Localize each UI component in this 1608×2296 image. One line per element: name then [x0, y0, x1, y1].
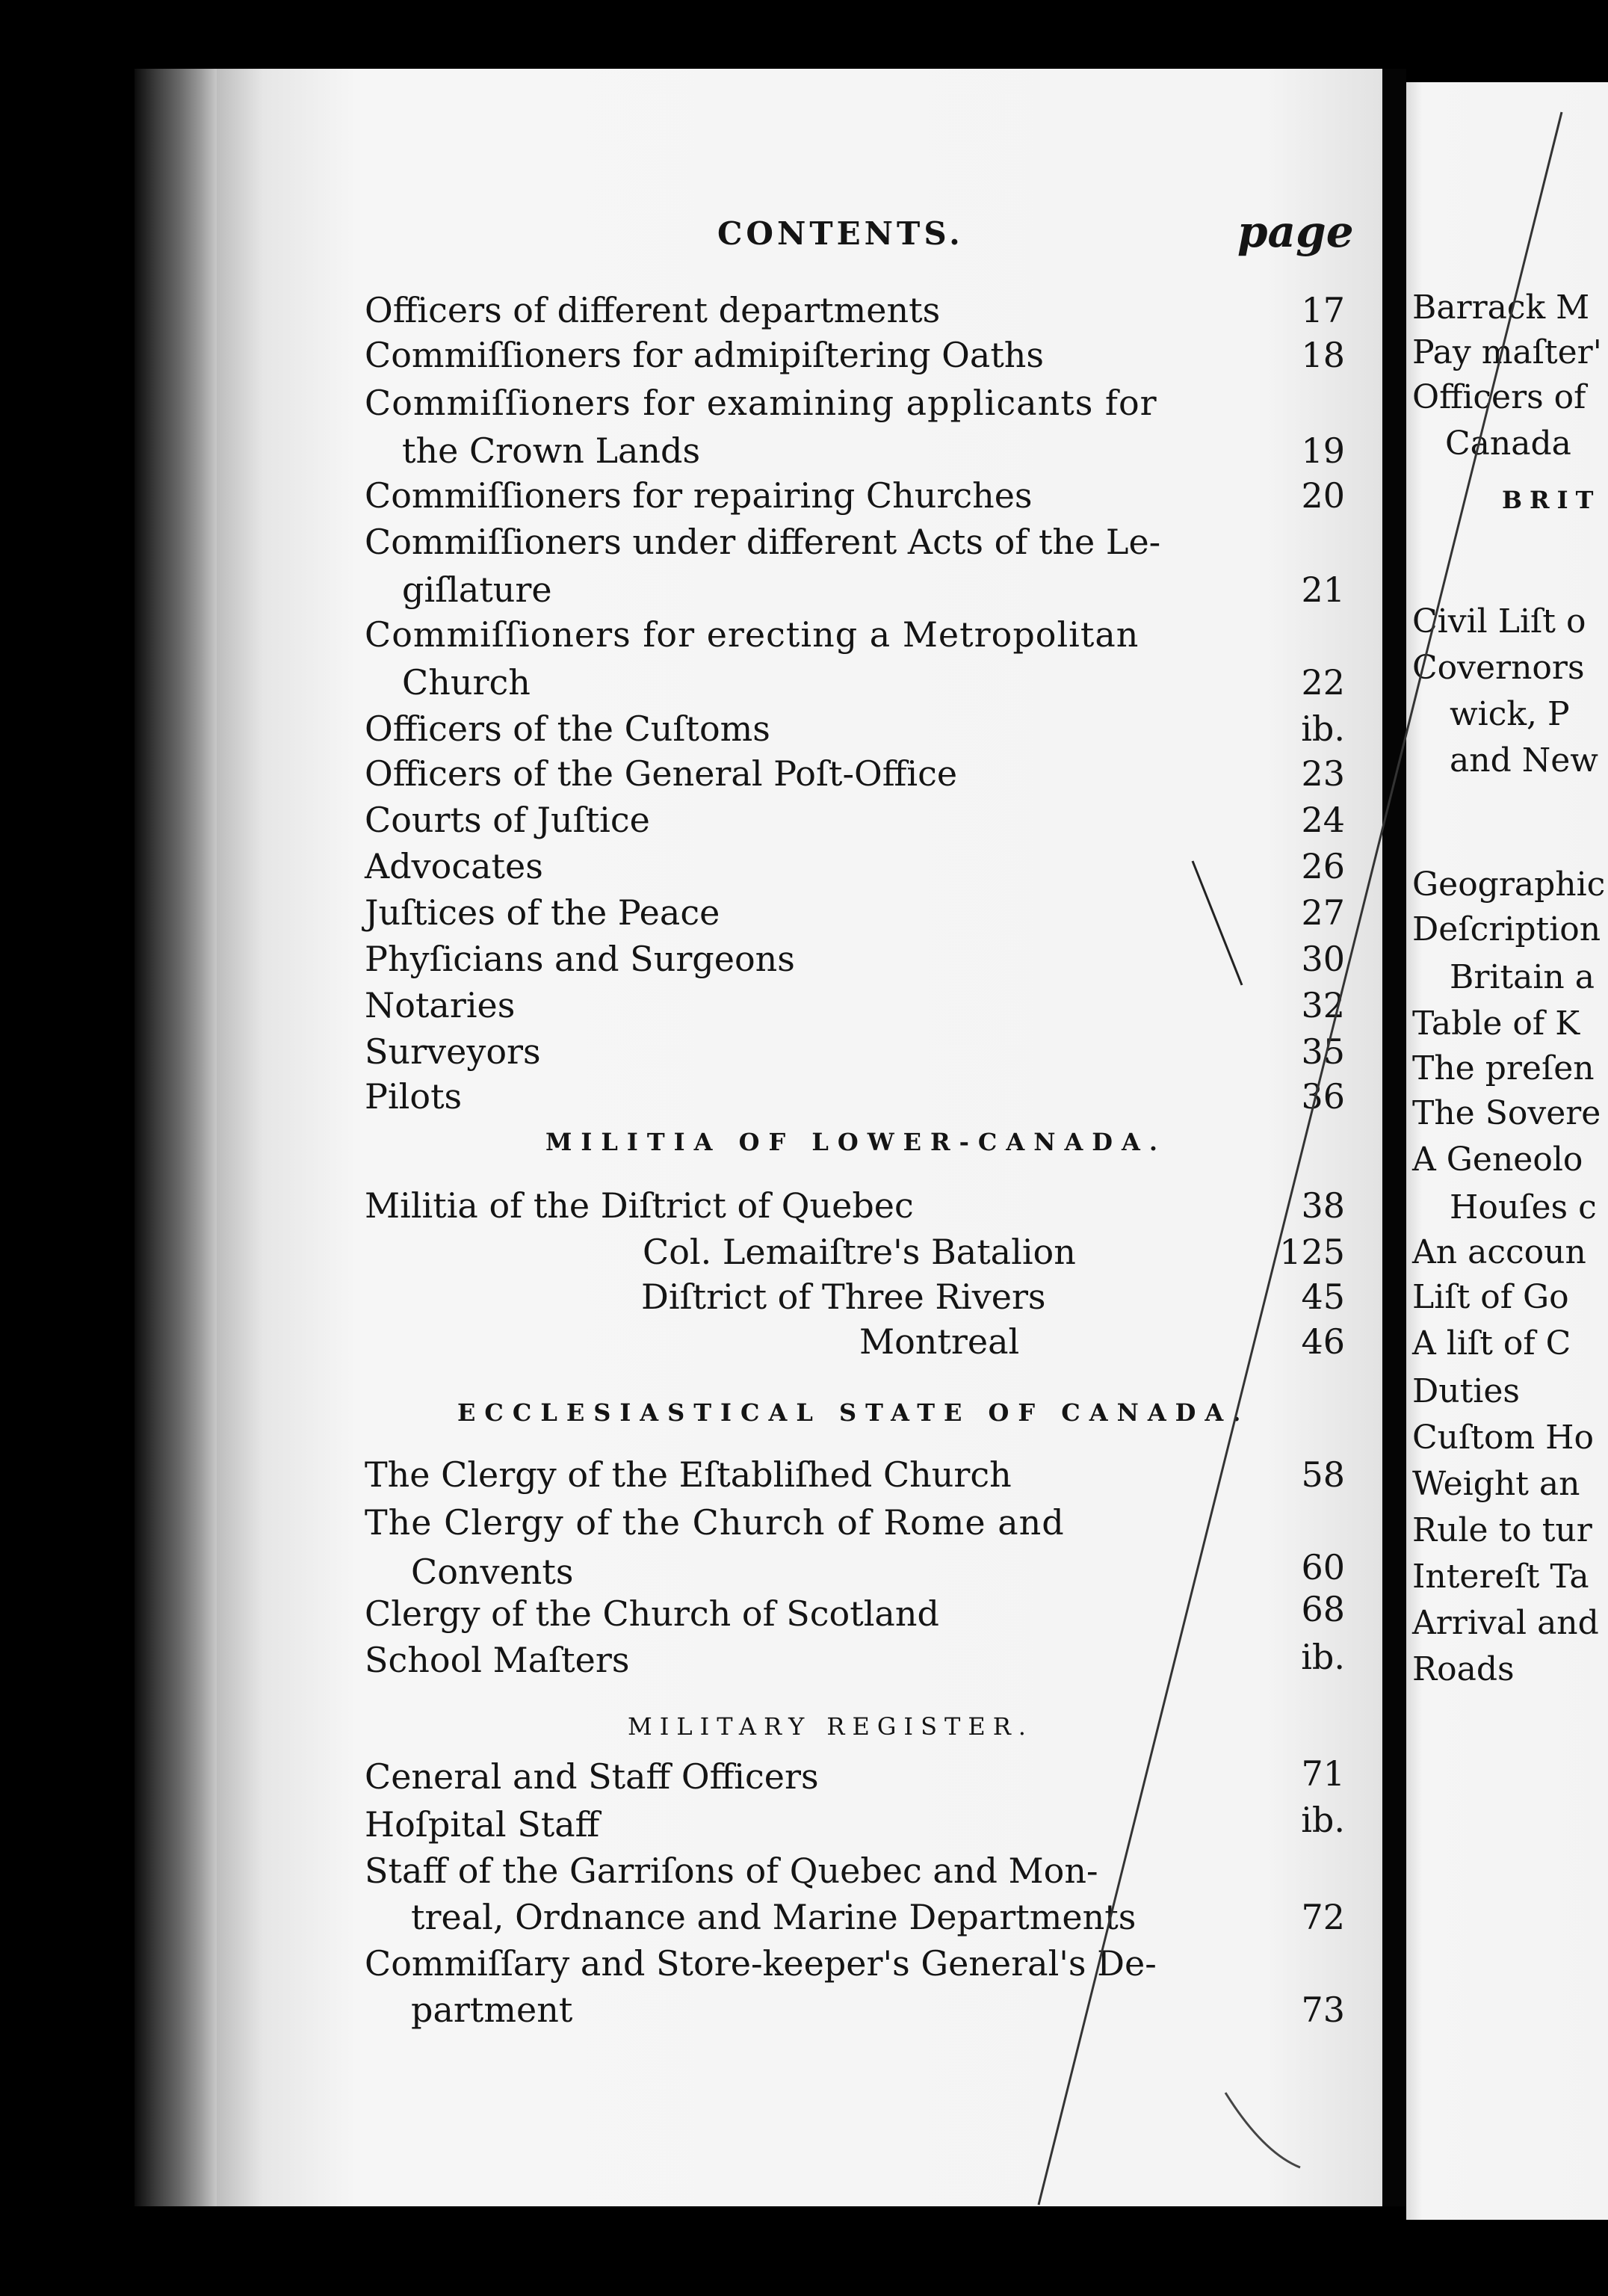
toc-entry: Montreal: [859, 1321, 1020, 1362]
toc-entry-cropped: The preſen: [1412, 1049, 1595, 1087]
toc-page-number: 21: [1301, 570, 1345, 610]
toc-page-number: 45: [1301, 1277, 1345, 1317]
toc-page-number: 26: [1301, 846, 1345, 886]
toc-entry-cropped: Liſt of Go: [1412, 1278, 1569, 1316]
toc-page-number: 30: [1301, 939, 1345, 979]
toc-page-number: 24: [1301, 800, 1345, 840]
toc-entry-cropped: An accoun: [1412, 1233, 1586, 1271]
toc-page-number: ib.: [1301, 1637, 1345, 1677]
toc-entry: Commiſſioners for repairing Churches: [365, 475, 1033, 516]
toc-entry-cropped: Cuſtom Ho: [1412, 1419, 1595, 1457]
toc-entry-cropped: Houſes c: [1450, 1188, 1597, 1226]
toc-entry-continuation: Convents: [411, 1552, 574, 1592]
toc-entry: Notaries: [365, 985, 516, 1025]
toc-page-number: 19: [1301, 430, 1345, 471]
toc-page-number: ib.: [1301, 1800, 1345, 1840]
toc-entry: Officers of the General Poſt-Office: [365, 753, 958, 794]
toc-entry: Col. Lemaiſtre's Batalion: [643, 1232, 1076, 1272]
toc-entry: Diſtrict of Three Rivers: [641, 1277, 1046, 1317]
toc-entry: Commiſſioners under different Acts of the Le-: [365, 522, 1161, 562]
toc-entry-cropped: Arrival and: [1412, 1604, 1599, 1642]
toc-page-number: 73: [1301, 1990, 1345, 2030]
toc-entry-cropped: Table of K: [1412, 1004, 1580, 1043]
toc-entry-cropped: Deſcription: [1412, 910, 1601, 948]
toc-page-number: 22: [1301, 662, 1345, 703]
toc-entry-cropped: Rule to tur: [1412, 1511, 1592, 1549]
toc-entry: Phyſicians and Surgeons: [365, 939, 795, 979]
toc-entry-cropped: Officers of: [1412, 378, 1586, 416]
toc-entry-continuation: the Crown Lands: [402, 430, 701, 471]
toc-page-number: 32: [1301, 985, 1345, 1025]
toc-entry: Juſtices of the Peace: [365, 892, 720, 933]
toc-entry-cropped: Intereſt Ta: [1412, 1558, 1589, 1596]
toc-entry: Clergy of the Church of Scotland: [365, 1593, 939, 1634]
toc-entry: Commiſſary and Store-keeper's General's De-: [365, 1943, 1157, 1984]
toc-entry: Commiſſioners for admipiſtering Oaths: [365, 335, 1045, 375]
toc-page-number: 36: [1301, 1076, 1345, 1117]
toc-entry-cropped: The Sovere: [1412, 1094, 1601, 1132]
toc-entry: The Clergy of the Church of Rome and: [365, 1502, 1065, 1543]
toc-entry: Officers of different departments: [365, 290, 941, 330]
toc-page-number: 18: [1301, 335, 1345, 375]
toc-entry-cropped: A liſt of C: [1412, 1324, 1571, 1363]
toc-page-number: 23: [1301, 753, 1345, 794]
toc-entry-continuation: partment: [411, 1990, 573, 2030]
toc-entry-continuation: Church: [402, 662, 531, 703]
toc-entry-cropped: Pay maſter': [1412, 333, 1602, 371]
toc-page-number: 20: [1301, 475, 1345, 516]
toc-entry: Hoſpital Staff: [365, 1804, 600, 1845]
toc-entry-cropped: Barrack M: [1412, 288, 1590, 327]
toc-page-number: ib.: [1301, 709, 1345, 749]
toc-page-number: 58: [1301, 1454, 1345, 1495]
toc-entry: Militia of the Diſtrict of Quebec: [365, 1185, 914, 1226]
toc-page-number: 71: [1301, 1753, 1345, 1794]
diagonal-pencil-line: [1039, 112, 1562, 2205]
toc-page-number: 72: [1301, 1897, 1345, 1937]
toc-entry: Commiſſioners for erecting a Metropolitan: [365, 614, 1139, 655]
toc-entry-cropped: Britain a: [1450, 958, 1595, 996]
toc-entry: Staff of the Garriſons of Quebec and Mon-: [365, 1851, 1098, 1891]
section-heading: ECCLESIASTICAL STATE OF CANADA.: [457, 1398, 1250, 1427]
toc-entry-cropped: Roads: [1412, 1650, 1515, 1688]
toc-entry: Officers of the Cuſtoms: [365, 709, 770, 749]
toc-page-number: 17: [1301, 290, 1345, 330]
toc-entry-continuation: treal, Ordnance and Marine Departments: [411, 1897, 1137, 1937]
toc-entry-cropped: Weight an: [1412, 1465, 1580, 1503]
toc-entry: Ceneral and Staff Officers: [365, 1756, 819, 1797]
toc-page-number: 27: [1301, 892, 1345, 933]
toc-entry-cropped: Covernors: [1412, 649, 1585, 687]
margin-pencil-curve: [1225, 2093, 1300, 2167]
toc-entry: The Clergy of the Eſtabliſhed Church: [365, 1454, 1012, 1495]
toc-page-number: 38: [1301, 1185, 1345, 1226]
toc-entry-cropped: and New: [1450, 741, 1598, 780]
toc-entry-cropped: Duties: [1412, 1372, 1520, 1410]
toc-entry-cropped: Geographic: [1412, 865, 1606, 904]
toc-entry-cropped: wick, P: [1450, 695, 1570, 733]
toc-entry: Advocates: [365, 846, 543, 886]
toc-entry-cropped: Civil Liſt o: [1412, 602, 1586, 641]
page-column-heading: page: [1237, 206, 1354, 257]
toc-entry-cropped: A Geneolo: [1412, 1141, 1583, 1179]
toc-page-number: 46: [1301, 1321, 1345, 1362]
toc-entry: Courts of Juſtice: [365, 800, 650, 840]
section-heading: MILITARY REGISTER.: [628, 1712, 1033, 1741]
toc-page-number: 125: [1279, 1232, 1345, 1272]
toc-entry: School Maſters: [365, 1640, 630, 1680]
section-heading: MILITIA OF LOWER-CANADA.: [545, 1128, 1167, 1156]
toc-entry-continuation: giſlature: [402, 570, 552, 610]
toc-entry-cropped: Canada: [1445, 425, 1571, 463]
margin-pencil-stroke: [1193, 861, 1242, 985]
toc-page-number: 35: [1301, 1031, 1345, 1072]
toc-entry: Surveyors: [365, 1031, 541, 1072]
section-heading-cropped: BRIT: [1502, 486, 1601, 514]
toc-entry: Commiſſioners for examining applicants for: [365, 383, 1157, 423]
toc-page-number: 68: [1301, 1589, 1345, 1629]
toc-entry: Pilots: [365, 1076, 463, 1117]
toc-page-number: 60: [1301, 1547, 1345, 1587]
contents-heading: CONTENTS.: [717, 215, 964, 252]
